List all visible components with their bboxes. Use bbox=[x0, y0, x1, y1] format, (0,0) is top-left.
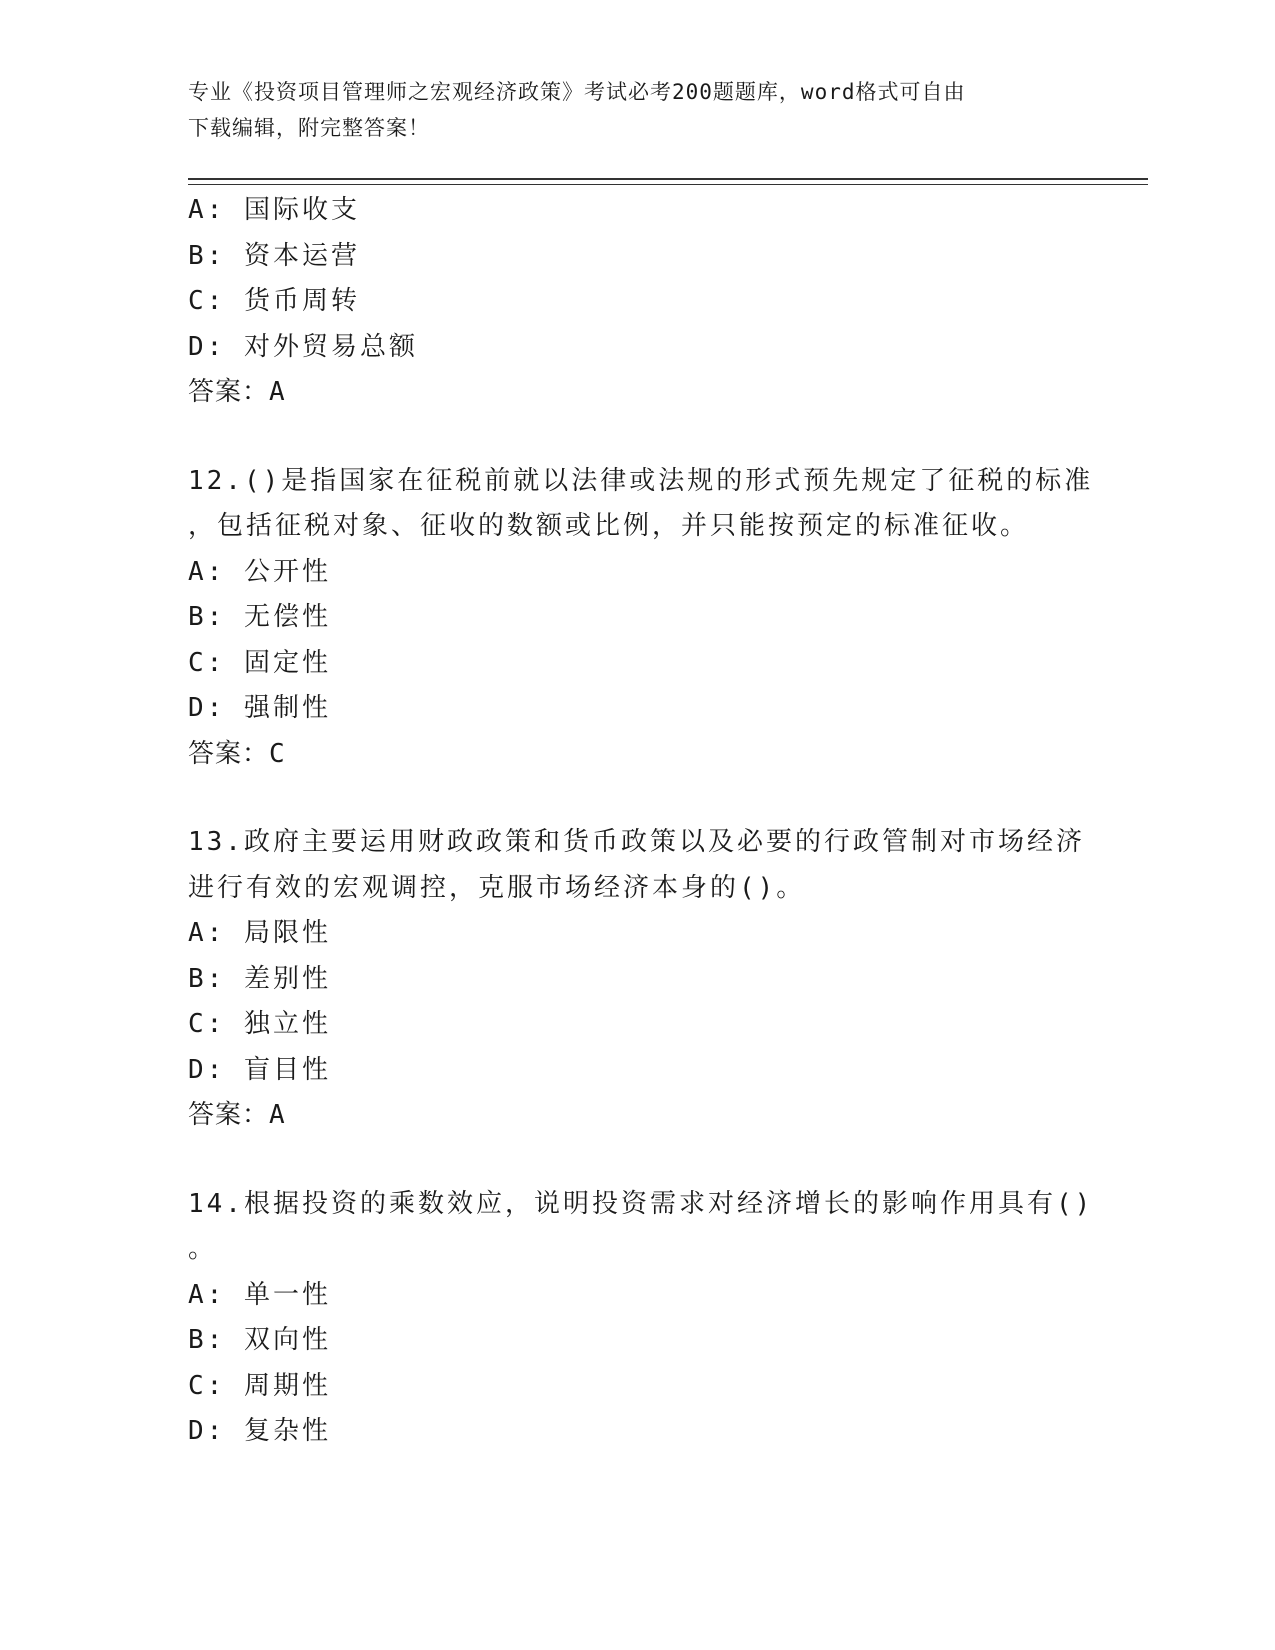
q11-option-b: B: 资本运营 bbox=[188, 240, 360, 271]
question-14 bbox=[188, 1182, 1094, 1455]
q13-option-c: C: 独立性 bbox=[188, 1009, 331, 1039]
document-header bbox=[188, 74, 1068, 146]
question-11 bbox=[188, 188, 1068, 416]
q14-option-c: C: 周期性 bbox=[188, 1370, 331, 1401]
q12-option-a: A: 公开性 bbox=[188, 556, 331, 587]
answer-label: 答案： bbox=[188, 1100, 270, 1130]
q14-option-a: A: 单一性 bbox=[188, 1279, 331, 1310]
q12-option-c: C: 固定性 bbox=[188, 647, 331, 678]
q13-stem-line-1: 13.政府主要运用财政政策和货币政策以及必要的行政管制对市场经济 bbox=[188, 827, 1085, 857]
q11-option-d: D: 对外贸易总额 bbox=[188, 331, 418, 362]
q14-stem-line-1: 14.根据投资的乘数效应，说明投资需求对经济增长的影响作用具有() bbox=[188, 1188, 1094, 1219]
answer-value: A bbox=[269, 1100, 286, 1130]
answer-label: 答案： bbox=[188, 738, 270, 769]
q13-option-d: D: 盲目性 bbox=[188, 1054, 331, 1085]
q13-option-b: B: 差别性 bbox=[188, 963, 331, 994]
q12-stem-line-1: 12.()是指国家在征税前就以法律或法规的形式预先规定了征税的标准 bbox=[188, 465, 1094, 496]
question-content bbox=[188, 188, 1094, 1455]
header-line-1: 专业《投资项目管理师之宏观经济政策》考试必考200题题库，word格式可自由 bbox=[188, 80, 966, 104]
q13-stem-line-2: 进行有效的宏观调控，克服市场经济本身的()。 bbox=[188, 872, 806, 903]
q14-option-b: B: 双向性 bbox=[188, 1325, 331, 1355]
q12-stem-line-2: ，包括征税对象、征收的数额或比例，并只能按预定的标准征收。 bbox=[188, 511, 1030, 541]
q11-answer bbox=[188, 370, 1068, 416]
answer-value: A bbox=[269, 377, 286, 407]
header-line-2: 下载编辑，附完整答案！ bbox=[188, 116, 430, 140]
header-divider-thin bbox=[188, 184, 1148, 185]
question-13 bbox=[188, 820, 1085, 1139]
q12-option-d: D: 强制性 bbox=[188, 693, 331, 723]
q11-option-c: C: 货币周转 bbox=[188, 286, 360, 316]
q14-option-d: D: 复杂性 bbox=[188, 1416, 331, 1446]
answer-label: 答案： bbox=[188, 377, 270, 407]
q12-option-b: B: 无偿性 bbox=[188, 602, 331, 632]
q11-option-a: A: 国际收支 bbox=[188, 195, 360, 225]
q14-stem-line-2: 。 bbox=[188, 1234, 218, 1264]
question-12 bbox=[188, 459, 1094, 778]
header-divider-thick bbox=[188, 178, 1148, 180]
q13-answer bbox=[188, 1093, 1068, 1139]
q13-option-a: A: 局限性 bbox=[188, 918, 331, 948]
q12-answer bbox=[188, 732, 1068, 778]
answer-value: C bbox=[269, 738, 286, 769]
